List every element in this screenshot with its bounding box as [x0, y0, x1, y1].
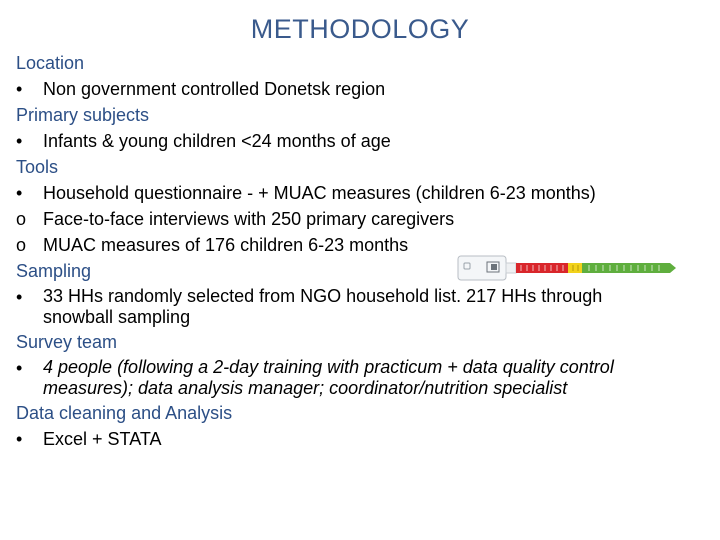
- item-text-continued: measures); data analysis manager; coordinator/nutrition specialist: [43, 378, 568, 398]
- section-heading-survey-team: Survey team: [16, 332, 118, 352]
- item-text: Face-to-face interviews with 250 primary caregivers: [43, 209, 455, 229]
- item-text-continued: snowball sampling: [43, 307, 191, 327]
- slide-title: METHODOLOGY: [250, 14, 470, 44]
- bullet-marker: •: [16, 429, 23, 449]
- item-text: 4 people (following a 2-day training with practicum + data quality control: [43, 357, 614, 377]
- list-item: [16, 286, 706, 328]
- list-item: [16, 78, 706, 101]
- list-item: [16, 428, 706, 451]
- list-item: [16, 208, 706, 231]
- bullet-marker: •: [16, 358, 23, 378]
- section-heading-analysis: Data cleaning and Analysis: [16, 403, 233, 423]
- section-heading-primary-subjects: Primary subjects: [16, 105, 150, 125]
- section-heading-sampling: Sampling: [16, 261, 92, 281]
- bullet-marker: •: [16, 131, 23, 151]
- slide-content: [16, 52, 706, 454]
- bullet-marker: •: [16, 183, 23, 203]
- section-heading-tools: Tools: [16, 157, 59, 177]
- item-text: Infants & young children <24 months of age: [43, 131, 391, 151]
- bullet-marker: •: [16, 79, 23, 99]
- section-heading-location: Location: [16, 53, 85, 73]
- sub-bullet-marker: o: [16, 235, 27, 255]
- sub-bullet-marker: o: [16, 209, 27, 229]
- item-text: Excel + STATA: [43, 429, 162, 449]
- item-text: Non government controlled Donetsk region: [43, 79, 386, 99]
- item-text: 33 HHs randomly selected from NGO household list. 217 HHs through: [43, 286, 603, 306]
- list-item: [16, 182, 706, 205]
- list-item: [16, 130, 706, 153]
- item-text: MUAC measures of 176 children 6-23 months: [43, 235, 409, 255]
- item-text: Household questionnaire - + MUAC measures (children 6-23 months): [43, 183, 596, 203]
- bullet-marker: •: [16, 287, 23, 307]
- list-item: [16, 357, 706, 399]
- muac-tape-icon: [457, 254, 677, 282]
